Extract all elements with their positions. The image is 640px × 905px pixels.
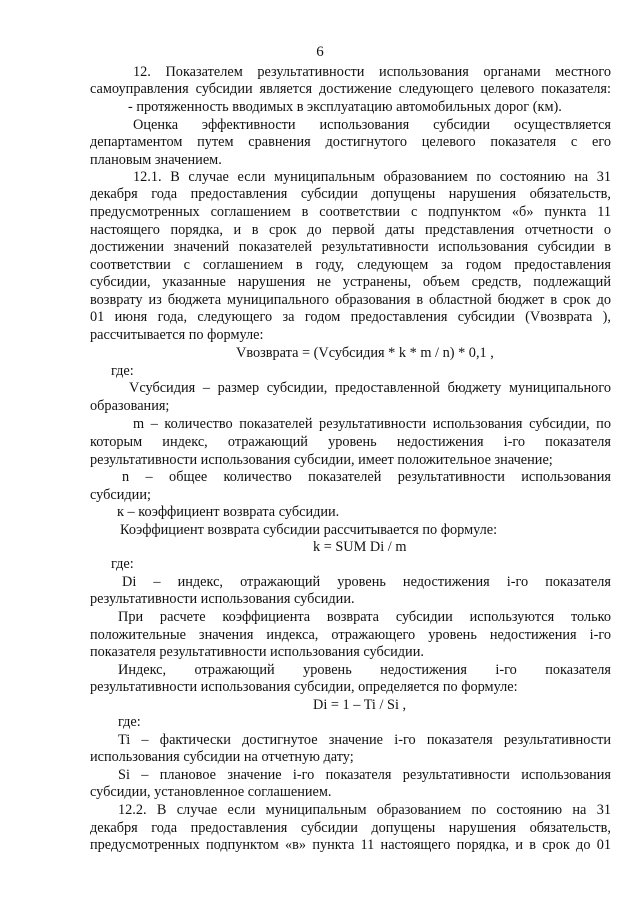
text-line: образования; bbox=[90, 398, 170, 414]
text-line: возврату из бюджета муниципального образования в областной бюджет в срок до bbox=[90, 292, 611, 308]
text-line: n – общее количество показателей результативности использования bbox=[122, 469, 611, 485]
text-line: декабря года предоставления субсидии допущены нарушения обязательств, bbox=[90, 186, 611, 202]
text-line: показателя результативности использования субсидии. bbox=[90, 644, 424, 660]
text-line: где: bbox=[111, 363, 134, 379]
text-line: плановым значением. bbox=[90, 152, 222, 168]
text-line: Ti – фактически достигнутое значение i-го показателя результативности bbox=[118, 732, 611, 748]
text-line: департаментом путем сравнения достигнутого целевого показателя с его bbox=[90, 134, 611, 150]
text-line: использования субсидии на отчетную дату; bbox=[90, 749, 354, 765]
text-line: Vсубсидия – размер субсидии, предоставленной бюджету муниципального bbox=[129, 380, 611, 396]
text-line: Индекс, отражающий уровень недостижения i-го показателя bbox=[118, 662, 611, 678]
text-line: соответствии с соглашением в году, следующем за годом предоставления bbox=[90, 257, 611, 273]
text-line: предусмотренных соглашением в соответствии с подпунктом «б» пункта 11 bbox=[90, 204, 611, 220]
page-number: 6 bbox=[316, 44, 324, 60]
text-line: положительные значения индекса, отражающего уровень недостижения i-го bbox=[90, 627, 611, 643]
text-line: самоуправления субсидии является достижение следующего целевого показателя: bbox=[90, 81, 611, 97]
text-line: При расчете коэффициента возврата субсидии используются только bbox=[118, 609, 611, 625]
text-line: результативности использования субсидии, имеет положительное значение; bbox=[90, 452, 553, 468]
text-line: результативности использования субсидии, определяется по формуле: bbox=[90, 679, 518, 695]
text-line: субсидии, установленное соглашением. bbox=[90, 784, 332, 800]
text-line: Di – индекс, отражающий уровень недостижения i-го показателя bbox=[122, 574, 611, 590]
text-line: 12.1. В случае если муниципальным образованием по состоянию на 31 bbox=[133, 169, 611, 185]
text-line: где: bbox=[111, 556, 134, 572]
text-line: - протяженность вводимых в эксплуатацию автомобильных дорог (км). bbox=[128, 99, 562, 115]
text-line: субсидии, указанные нарушения не устранены, объем средств, подлежащий bbox=[90, 274, 611, 290]
text-line: к – коэффициент возврата субсидии. bbox=[117, 504, 340, 520]
text-line: достижении значений показателей результативности использования субсидии в bbox=[90, 239, 611, 255]
text-line: Оценка эффективности использования субсидии осуществляется bbox=[133, 117, 611, 133]
text-line: 01 июня года, следующего за годом предоставления субсидии (Vвозврата ), bbox=[90, 309, 611, 325]
text-line: Si – плановое значение i-го показателя результативности использования bbox=[118, 767, 611, 783]
text-line: где: bbox=[118, 714, 141, 730]
text-line: m – количество показателей результативности использования субсидии, по bbox=[133, 416, 611, 432]
text-line: результативности использования субсидии. bbox=[90, 591, 355, 607]
text-line: 12.2. В случае если муниципальным образованием по состоянию на 31 bbox=[118, 802, 611, 818]
text-line: декабря года предоставления субсидии допущены нарушения обязательств, bbox=[90, 820, 611, 836]
text-line: предусмотренных подпунктом «в» пункта 11 настоящего порядка, и в срок до 01 bbox=[90, 837, 611, 853]
formula-k: k = SUM Di / m bbox=[313, 539, 407, 555]
formula-vreturn: Vвозврата = (Vсубсидия * k * m / n) * 0,1 , bbox=[236, 345, 494, 361]
text-line: рассчитывается по формуле: bbox=[90, 327, 264, 343]
formula-di: Di = 1 – Ti / Si , bbox=[313, 697, 407, 713]
text-line: субсидии; bbox=[90, 487, 151, 503]
text-line: которым индекс, отражающий уровень недостижения i-го показателя bbox=[90, 434, 611, 450]
text-line: Коэффициент возврата субсидии рассчитывается по формуле: bbox=[120, 522, 498, 538]
text-line: 12. Показателем результативности использования органами местного bbox=[133, 64, 611, 80]
text-line: настоящего порядка, и в срок до первой даты представления отчетности о bbox=[90, 222, 611, 238]
